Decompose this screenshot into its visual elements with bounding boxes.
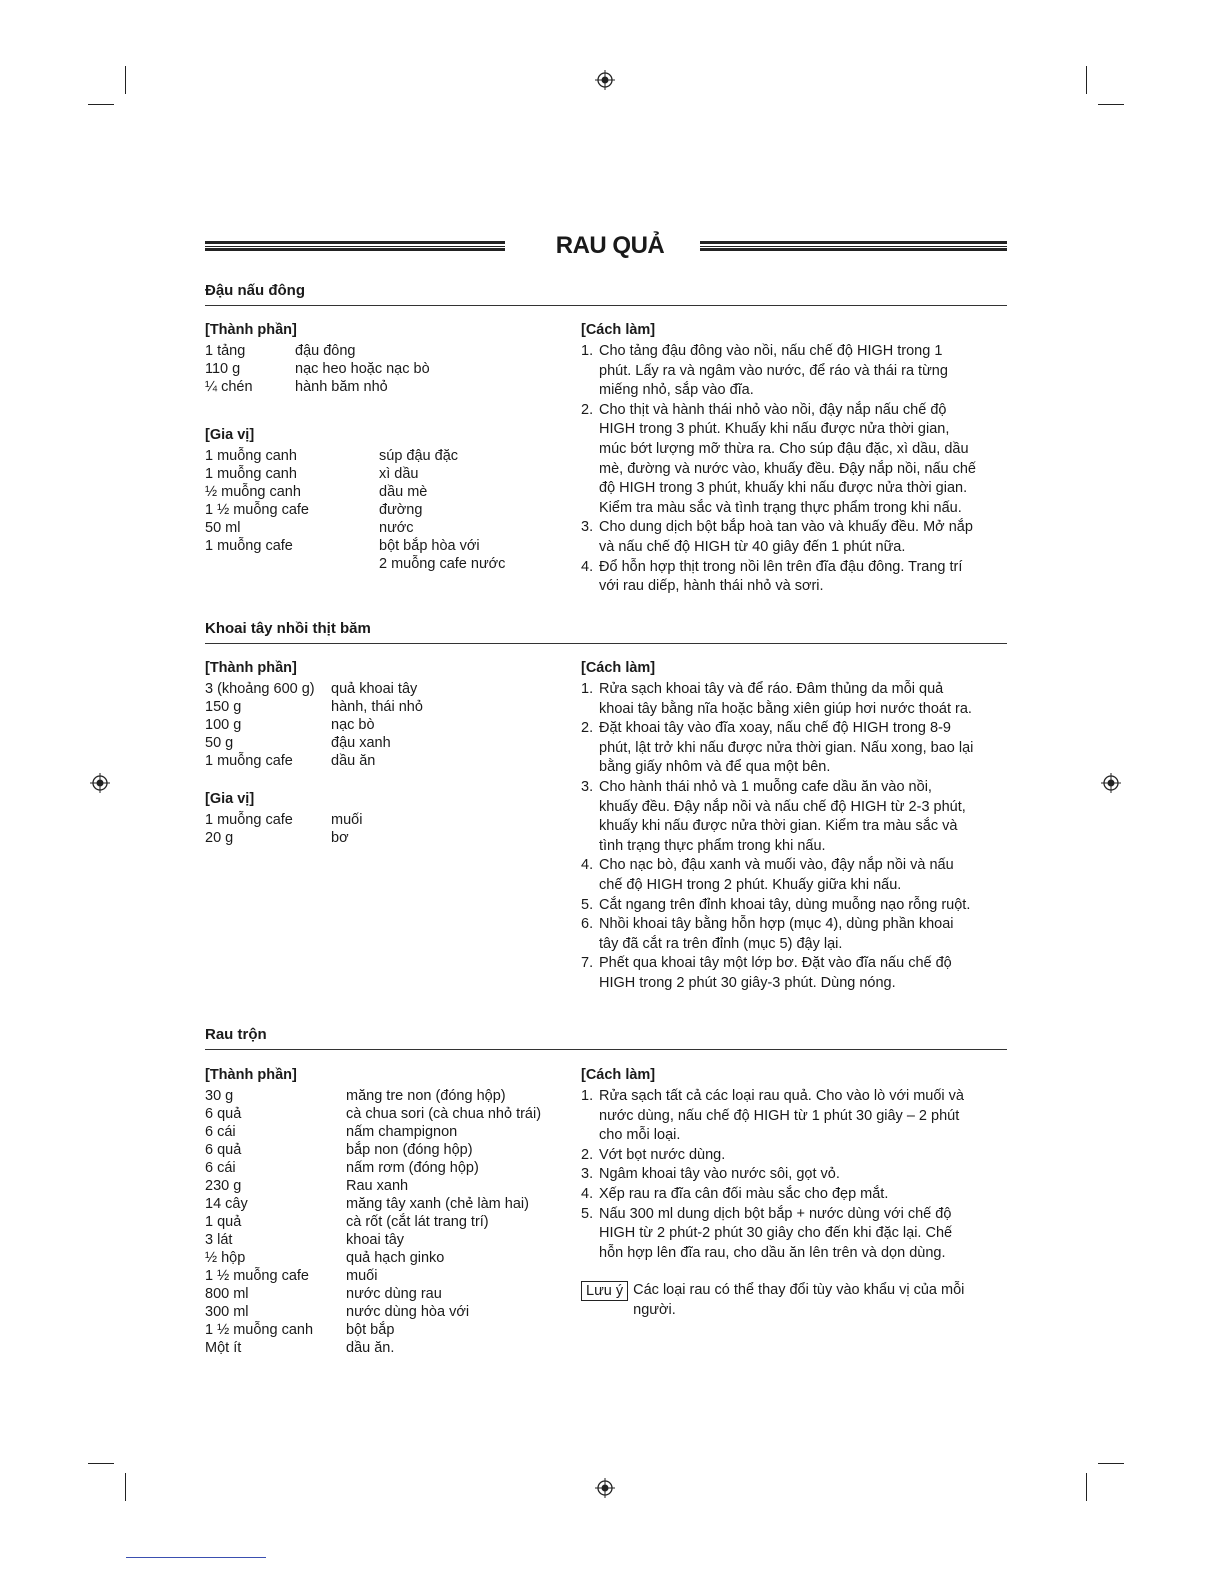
seasoning-qty: 1 ½ muỗng cafe <box>205 502 309 518</box>
ingredient-qty: 110 g <box>205 361 241 377</box>
method-heading: [Cách làm] <box>581 322 656 338</box>
ingredient-name: đậu xanh <box>331 735 391 751</box>
ingredient-row <box>205 1303 575 1321</box>
section-title: Đậu nấu đông <box>205 282 1007 306</box>
ingredient-name: nấm champignon <box>346 1124 458 1140</box>
step-line: Rửa sạch khoai tây và để ráo. Đâm thủng da mỗi quả <box>599 681 944 697</box>
ingredient-row <box>205 716 535 734</box>
step-item <box>581 1205 1011 1264</box>
step-line: khuấy đều. Đậy nắp nồi và nấu chế độ HIGH từ 2-3 phút, <box>599 798 966 815</box>
ingredient-name: đậu đông <box>295 343 356 359</box>
ingredient-name: bột bắp <box>346 1322 395 1338</box>
ingredients-heading: [Thành phần] <box>205 322 297 338</box>
registration-mark-icon <box>90 773 110 793</box>
ingredient-name: khoai tây <box>346 1232 405 1248</box>
seasoning-row <box>205 537 535 555</box>
step-item <box>581 1146 1011 1166</box>
ingredient-row <box>205 1141 575 1159</box>
step-number: 3. <box>581 1166 594 1183</box>
seasoning-name: 2 muỗng cafe nước <box>379 556 506 572</box>
step-line: Nấu 300 ml dung dịch bột bắp + nước dùng với chế độ <box>599 1205 952 1222</box>
seasoning-name: nước <box>379 520 414 536</box>
step-line: mè, đường và nước vào, khuấy đều. Đậy nắp nồi, nấu chế <box>599 460 976 477</box>
method-heading: [Cách làm] <box>581 1067 656 1083</box>
ingredient-qty: 1 tảng <box>205 343 246 359</box>
step-line: HIGH từ 2 phút-2 phút 30 giây cho đến khi đặc lại. Chế <box>599 1225 953 1242</box>
seasoning-heading: [Gia vị] <box>205 791 255 807</box>
section-title: Khoai tây nhồi thịt băm <box>205 620 1007 644</box>
seasoning-row <box>205 829 535 847</box>
note-text <box>633 1281 964 1320</box>
ingredient-qty: 300 ml <box>205 1304 249 1320</box>
step-item <box>581 558 1011 597</box>
ingredient-row <box>205 378 535 396</box>
step-line: HIGH trong 3 phút. Khuấy khi nấu được nửa thời gian, <box>599 421 950 438</box>
registration-mark-icon <box>1101 773 1121 793</box>
step-number: 3. <box>581 519 594 536</box>
step-line: nước dùng, nấu chế độ HIGH từ 1 phút 30 giây – 2 phút <box>599 1107 960 1124</box>
ingredient-row <box>205 1285 575 1303</box>
seasoning-row <box>205 519 535 537</box>
ingredient-qty: 6 cái <box>205 1160 236 1176</box>
step-item <box>581 1165 1011 1185</box>
seasoning-name: súp đậu đặc <box>379 448 459 464</box>
crop-mark <box>1098 1463 1124 1464</box>
step-number: 2. <box>581 1146 594 1163</box>
step-item <box>581 856 1011 895</box>
note-line: Các loại rau có thể thay đổi tùy vào khẩu vị của mỗi <box>633 1282 965 1299</box>
note-line: người. <box>633 1301 676 1318</box>
ingredient-name: nạc bò <box>331 717 375 733</box>
step-line: phút, lật trở khi nấu được nửa thời gian. Nấu xong, bao lại <box>599 739 974 756</box>
ingredient-row <box>205 1339 575 1357</box>
ingredient-qty: 6 cái <box>205 1124 236 1140</box>
ingredient-name: quả hạch ginko <box>346 1250 445 1266</box>
title-rule-right <box>700 241 1007 251</box>
ingredient-qty: 1 quả <box>205 1214 242 1230</box>
crop-mark <box>1086 1473 1087 1501</box>
crop-mark <box>1098 104 1124 105</box>
step-line: phút. Lấy ra và ngâm vào nước, để ráo và thái ra từng <box>599 362 948 379</box>
ingredient-qty: 150 g <box>205 699 242 715</box>
seasoning-row <box>205 447 535 465</box>
crop-mark <box>125 1473 126 1501</box>
ingredient-qty: 6 quả <box>205 1106 242 1122</box>
ingredient-row <box>205 752 535 770</box>
step-item <box>581 1185 1011 1205</box>
steps-list <box>581 1087 1011 1263</box>
ingredient-name: muối <box>346 1268 378 1284</box>
ingredient-name: dầu ăn. <box>346 1340 395 1356</box>
ingredient-row <box>205 1087 575 1105</box>
step-number: 4. <box>581 1185 594 1202</box>
ingredient-row <box>205 1159 575 1177</box>
step-line: miếng nhỏ, sắp vào đĩa. <box>599 382 754 399</box>
step-number: 6. <box>581 916 594 933</box>
step-line: Kiểm tra màu sắc và tình trạng thực phẩm trong khi nấu. <box>599 499 962 516</box>
ingredient-name: nấm rơm (đóng hộp) <box>346 1160 479 1176</box>
step-number: 4. <box>581 558 594 575</box>
step-number: 4. <box>581 857 594 874</box>
seasoning-qty <box>205 555 379 573</box>
ingredient-row <box>205 734 535 752</box>
step-line: Cho tảng đậu đông vào nồi, nấu chế độ HIGH trong 1 <box>599 343 943 359</box>
ingredients-column <box>205 659 535 847</box>
ingredient-name: cà chua sori (cà chua nhỏ trái) <box>346 1106 542 1122</box>
step-line: Đặt khoai tây vào đĩa xoay, nấu chế độ HIGH trong 8-9 <box>599 720 951 737</box>
footer-rule <box>126 1557 266 1558</box>
ingredient-qty: 50 g <box>205 735 234 751</box>
step-line: Ngâm khoai tây vào nước sôi, gọt vỏ. <box>599 1166 840 1183</box>
step-line: và nấu chế độ HIGH từ 40 giây đến 1 phút nữa. <box>599 538 906 555</box>
step-item <box>581 342 1011 401</box>
registration-mark-icon <box>595 70 615 90</box>
ingredient-row <box>205 680 535 698</box>
seasoning-qty: 1 muỗng canh <box>205 448 297 464</box>
ingredient-row <box>205 1195 575 1213</box>
step-item <box>581 915 1011 954</box>
note-box <box>581 1281 1011 1320</box>
step-number: 5. <box>581 896 594 913</box>
ingredient-name: hành, thái nhỏ <box>331 699 423 715</box>
step-line: Vớt bọt nước dùng. <box>599 1146 726 1163</box>
step-number: 7. <box>581 955 594 972</box>
seasoning-qty: 50 ml <box>205 520 241 536</box>
seasoning-name: muối <box>331 812 363 828</box>
ingredient-name: măng tre non (đóng hộp) <box>346 1088 506 1104</box>
section-title: Rau trộn <box>205 1026 1007 1050</box>
steps-list <box>581 342 1011 597</box>
ingredient-row <box>205 1321 575 1339</box>
ingredient-row <box>205 1231 575 1249</box>
registration-mark-icon <box>595 1478 615 1498</box>
step-line: Cho hành thái nhỏ và 1 muỗng cafe dầu ăn vào nồi, <box>599 778 932 795</box>
step-line: Rửa sạch tất cả các loại rau quả. Cho vào lò với muối và <box>599 1088 964 1104</box>
ingredient-name: nước dùng hòa với <box>346 1304 470 1320</box>
step-line: Cắt ngang trên đỉnh khoai tây, dùng muỗng nạo rỗng ruột. <box>599 896 971 913</box>
ingredient-name: hành băm nhỏ <box>295 379 388 395</box>
step-line: hỗn hợp lên đĩa rau, cho dầu ăn lên trên và dọn dùng. <box>599 1244 946 1261</box>
ingredient-qty: 6 quả <box>205 1142 242 1158</box>
seasoning-name: bơ <box>331 830 349 846</box>
ingredient-name: quả khoai tây <box>331 681 418 697</box>
ingredient-qty: 30 g <box>205 1088 234 1104</box>
crop-mark <box>88 104 114 105</box>
step-line: khoai tây bằng nĩa hoặc bằng xiên giúp hơi nước thoát ra. <box>599 700 972 717</box>
method-column <box>581 321 1011 597</box>
ingredient-qty: 1 ½ muỗng canh <box>205 1322 314 1338</box>
step-number: 5. <box>581 1205 594 1222</box>
seasoning-qty: 20 g <box>205 830 234 846</box>
ingredient-qty: ¼ chén <box>205 379 253 395</box>
step-item <box>581 1087 1011 1146</box>
step-line: độ HIGH trong 3 phút, khuấy khi nấu được nửa thời gian. <box>599 480 968 497</box>
seasoning-qty: 1 muỗng cafe <box>205 538 293 554</box>
seasoning-row <box>205 555 535 573</box>
ingredient-qty: 14 cây <box>205 1196 248 1212</box>
ingredient-row <box>205 342 535 360</box>
ingredient-qty: 100 g <box>205 717 242 733</box>
ingredient-row <box>205 1105 575 1123</box>
step-line: Đổ hỗn hợp thịt trong nồi lên trên đĩa đậu đông. Trang trí <box>599 558 963 575</box>
ingredient-qty: Một ít <box>205 1340 242 1356</box>
step-line: Phết qua khoai tây một lớp bơ. Đặt vào đĩa nấu chế độ <box>599 955 952 972</box>
step-item <box>581 401 1011 519</box>
seasoning-name: đường <box>379 502 423 518</box>
seasoning-row <box>205 501 535 519</box>
ingredient-qty: 800 ml <box>205 1286 249 1302</box>
note-label: Lưu ý <box>581 1281 628 1301</box>
step-line: với rau diếp, hành thái nhỏ và sơri. <box>599 578 824 595</box>
step-number: 1. <box>581 343 594 359</box>
step-line: tây đã cắt ra trên đỉnh (mục 5) đậy lại. <box>599 935 843 952</box>
ingredient-name: nước dùng rau <box>346 1286 442 1302</box>
ingredient-qty: 230 g <box>205 1178 242 1194</box>
seasoning-name: bột bắp hòa với <box>379 538 480 554</box>
crop-mark <box>88 1463 114 1464</box>
ingredient-row <box>205 1123 575 1141</box>
seasoning-qty: 1 muỗng canh <box>205 466 297 482</box>
ingredient-qty: 3 (khoảng 600 g) <box>205 681 315 697</box>
step-line: Xếp rau ra đĩa cân đối màu sắc cho đẹp mắt. <box>599 1185 889 1202</box>
ingredient-row <box>205 1177 575 1195</box>
step-line: khuấy khi nấu được nửa thời gian. Kiểm tra màu sắc và <box>599 818 958 835</box>
step-line: Cho dung dịch bột bắp hoà tan vào và khuấy đều. Mở nắp <box>599 519 973 536</box>
step-number: 2. <box>581 401 594 418</box>
step-item <box>581 896 1011 916</box>
seasoning-row <box>205 483 535 501</box>
ingredient-row <box>205 1267 575 1285</box>
ingredient-row <box>205 1249 575 1267</box>
ingredient-name: măng tây xanh (chẻ làm hai) <box>346 1196 529 1212</box>
ingredient-name: Rau xanh <box>346 1178 409 1194</box>
ingredients-column <box>205 1066 575 1357</box>
steps-list <box>581 680 1011 994</box>
ingredient-row <box>205 698 535 716</box>
seasoning-qty: ½ muỗng canh <box>205 484 301 500</box>
ingredients-column <box>205 321 535 573</box>
title-rule-left <box>205 241 505 251</box>
ingredient-qty: 1 muỗng cafe <box>205 753 293 769</box>
step-line: bằng giấy nhôm và để qua một bên. <box>599 759 831 776</box>
step-item <box>581 954 1011 993</box>
step-line: múc bớt lượng mỡ thừa ra. Cho súp đậu đặc, xì dầu, dầu <box>599 440 969 457</box>
step-line: Cho nạc bò, đậu xanh và muối vào, đậy nắp nồi và nấu <box>599 857 954 874</box>
ingredient-name: bắp non (đóng hộp) <box>346 1142 473 1158</box>
seasoning-row <box>205 465 535 483</box>
step-line: chế độ HIGH trong 2 phút. Khuấy giữa khi nấu. <box>599 876 902 893</box>
step-line: tình trạng thực phẩm trong khi nấu. <box>599 837 826 854</box>
ingredient-qty: 1 ½ muỗng cafe <box>205 1268 309 1284</box>
step-number: 1. <box>581 1088 594 1104</box>
step-line: HIGH trong 2 phút 30 giây-3 phút. Dùng nóng. <box>599 974 896 991</box>
ingredient-name: nạc heo hoặc nạc bò <box>295 361 430 377</box>
ingredient-name: cà rốt (cắt lát trang trí) <box>346 1214 489 1230</box>
crop-mark <box>1086 66 1087 94</box>
step-line: Cho thịt và hành thái nhỏ vào nồi, đậy nắp nấu chế độ <box>599 401 947 418</box>
crop-mark <box>125 66 126 94</box>
step-number: 1. <box>581 681 594 697</box>
step-item <box>581 680 1011 719</box>
step-number: 3. <box>581 778 594 795</box>
step-line: Nhồi khoai tây bằng hỗn hợp (mục 4), dùng phần khoai <box>599 916 954 933</box>
method-heading: [Cách làm] <box>581 660 656 676</box>
step-item <box>581 778 1011 856</box>
ingredients-heading: [Thành phần] <box>205 660 297 676</box>
step-item <box>581 518 1011 557</box>
seasoning-name: dầu mè <box>379 484 428 500</box>
ingredient-qty: 3 lát <box>205 1232 233 1248</box>
ingredient-qty: ½ hộp <box>205 1250 246 1266</box>
seasoning-name: xì dầu <box>379 466 419 482</box>
step-number: 2. <box>581 720 594 737</box>
step-item <box>581 719 1011 778</box>
ingredients-heading: [Thành phần] <box>205 1067 297 1083</box>
ingredient-row <box>205 1213 575 1231</box>
method-column <box>581 659 1011 994</box>
seasoning-row <box>205 811 535 829</box>
seasoning-heading: [Gia vị] <box>205 427 255 443</box>
ingredient-row <box>205 360 535 378</box>
method-column <box>581 1066 1011 1321</box>
page-title: RAU QUẢ <box>555 232 665 259</box>
ingredient-name: dầu ăn <box>331 753 376 769</box>
seasoning-qty: 1 muỗng cafe <box>205 812 293 828</box>
step-line: cho mỗi loại. <box>599 1127 681 1144</box>
